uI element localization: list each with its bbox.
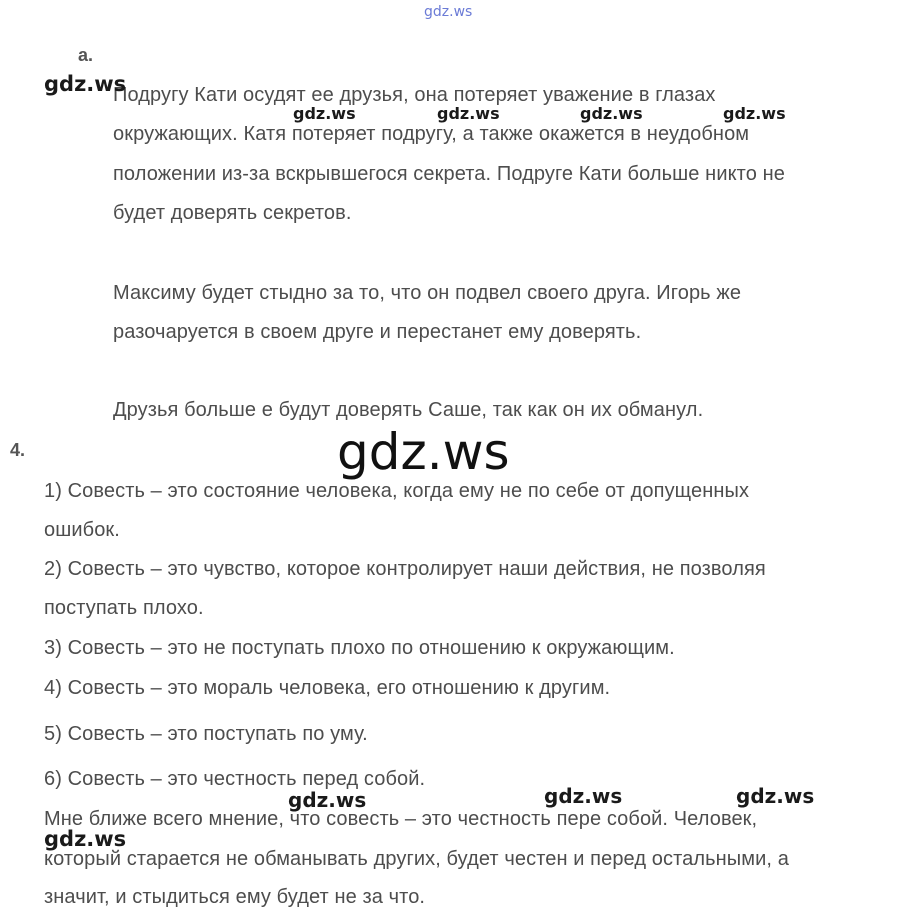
text-line: Друзья больше е будут доверять Саше, так как он их обманул. bbox=[113, 399, 704, 421]
watermark: gdz.ws bbox=[544, 784, 623, 808]
watermark: gdz.ws bbox=[44, 827, 127, 851]
watermark: gdz.ws bbox=[437, 104, 500, 123]
watermark-large: gdz.ws bbox=[337, 423, 510, 481]
watermark: gdz.ws bbox=[293, 104, 356, 123]
list-item: 5) Совесть – это поступать по уму. bbox=[44, 723, 368, 745]
text-line: положении из-за вскрывшегося секрета. Подруге Кати больше никто не bbox=[113, 163, 785, 185]
watermark: gdz.ws bbox=[580, 104, 643, 123]
conclusion-line: который старается не обманывать других, будет честен и перед остальными, а bbox=[44, 848, 789, 870]
watermark: gdz.ws bbox=[288, 788, 367, 812]
text-line: разочаруется в своем друге и перестанет ему доверять. bbox=[113, 321, 642, 343]
list-item: 2) Совесть – это чувство, которое контролирует наши действия, не позволяя bbox=[44, 558, 766, 580]
watermark: gdz.ws bbox=[723, 104, 786, 123]
text-line: будет доверять секретов. bbox=[113, 202, 352, 224]
text-line: Максиму будет стыдно за то, что он подвел своего друга. Игорь же bbox=[113, 282, 742, 304]
list-item: 4) Совесть – это мораль человека, его отношению к другим. bbox=[44, 677, 611, 699]
list-item: ошибок. bbox=[44, 519, 120, 541]
list-item: поступать плохо. bbox=[44, 597, 204, 619]
list-item: 1) Совесть – это состояние человека, когда ему не по себе от допущенных bbox=[44, 480, 750, 502]
section-a-marker: а. bbox=[78, 45, 94, 65]
watermark: gdz.ws bbox=[736, 784, 815, 808]
watermark: gdz.ws bbox=[44, 72, 127, 96]
list-item: 3) Совесть – это не поступать плохо по отношению к окружающим. bbox=[44, 637, 675, 659]
conclusion-line: значит, и стыдиться ему будет не за что. bbox=[44, 886, 426, 908]
text-line: Подругу Кати осудят ее друзья, она потеряет уважение в глазах bbox=[113, 84, 716, 106]
conclusion-line: Мне ближе всего мнение, что совесть – это честность пере собой. Человек, bbox=[44, 808, 758, 830]
list-item: 6) Совесть – это честность перед собой. bbox=[44, 768, 426, 790]
section-4-marker: 4. bbox=[10, 440, 26, 460]
text-line: окружающих. Катя потеряет подругу, а также окажется в неудобном bbox=[113, 123, 750, 145]
top-watermark: gdz.ws bbox=[424, 4, 473, 20]
